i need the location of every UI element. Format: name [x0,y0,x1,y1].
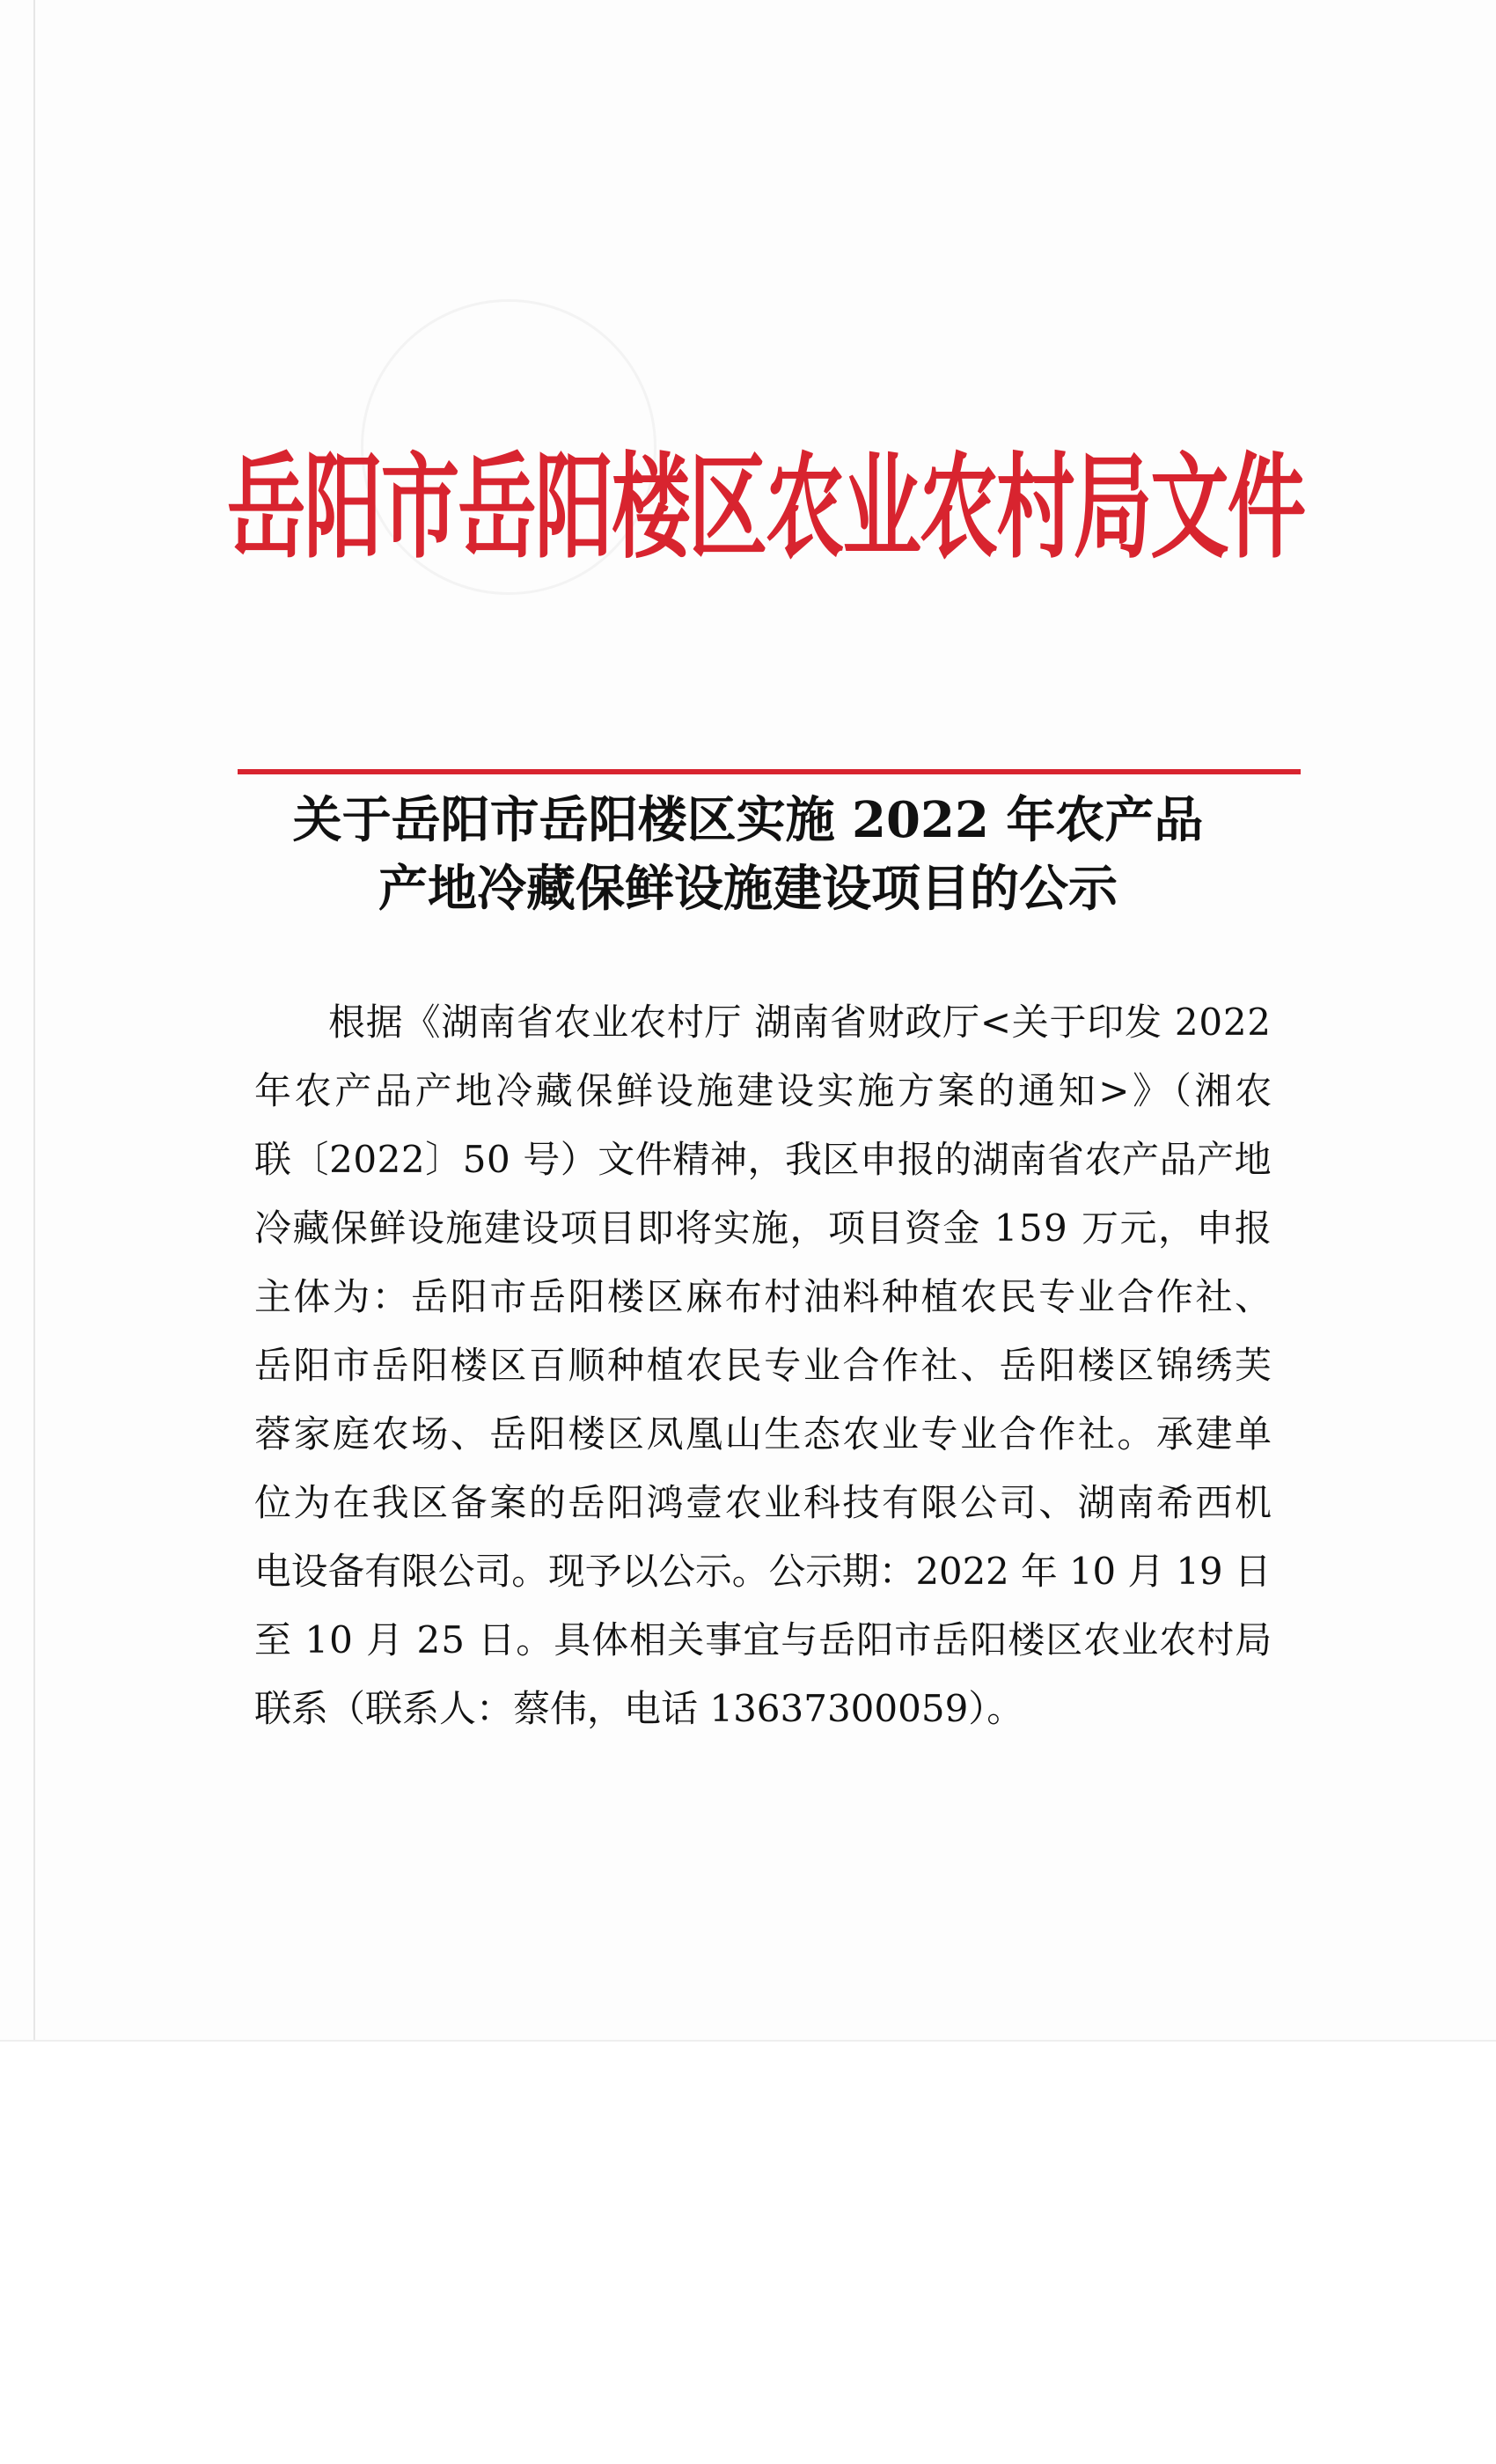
body-line-5: 主体为：岳阳市岳阳楼区麻布村油料种植农民专业合作社、 [254,1275,1274,1318]
body-line-4: 冷藏保鲜设施建设项目即将实施，项目资金 159 万元，申报 [254,1206,1273,1250]
scan-left-edge [33,0,35,2042]
body-line-6: 岳阳市岳阳楼区百顺种植农民专业合作社、岳阳楼区锦绣芙 [254,1344,1274,1387]
body-line-7: 蓉家庭农场、岳阳楼区凤凰山生态农业专业合作社。承建单 [254,1412,1274,1456]
body-line-3: 联〔2022〕50 号）文件精神，我区申报的湖南省农产品产地 [254,1138,1272,1181]
body-line-9: 电设备有限公司。现予以公示。公示期：2022 年 10 月 19 日 [254,1550,1272,1593]
body-line-1: 根据《湖南省农业农村厅 湖南省财政厅<关于印发 2022 [328,1001,1272,1044]
body-line-10: 至 10 月 25 日。具体相关事宜与岳阳市岳阳楼区农业农村局 [254,1618,1273,1661]
scan-bottom-edge [0,2040,1496,2042]
red-separator-line [238,769,1301,774]
notice-title-line-2: 产地冷藏保鲜设施建设项目的公示 [378,860,1118,918]
body-line-11: 联系（联系人：蔡伟，电话 13637300059）。 [254,1687,1024,1730]
body-line-2: 年农产品产地冷藏保鲜设施建设实施方案的通知>》（湘农 [254,1069,1275,1112]
body-line-8: 位为在我区备案的岳阳鸿壹农业科技有限公司、湖南希西机 [254,1481,1274,1524]
issuing-authority-header: 岳阳市岳阳楼区农业农村局文件 [226,441,1305,576]
notice-title-line-1: 关于岳阳市岳阳楼区实施 2022 年农产品 [292,791,1204,849]
